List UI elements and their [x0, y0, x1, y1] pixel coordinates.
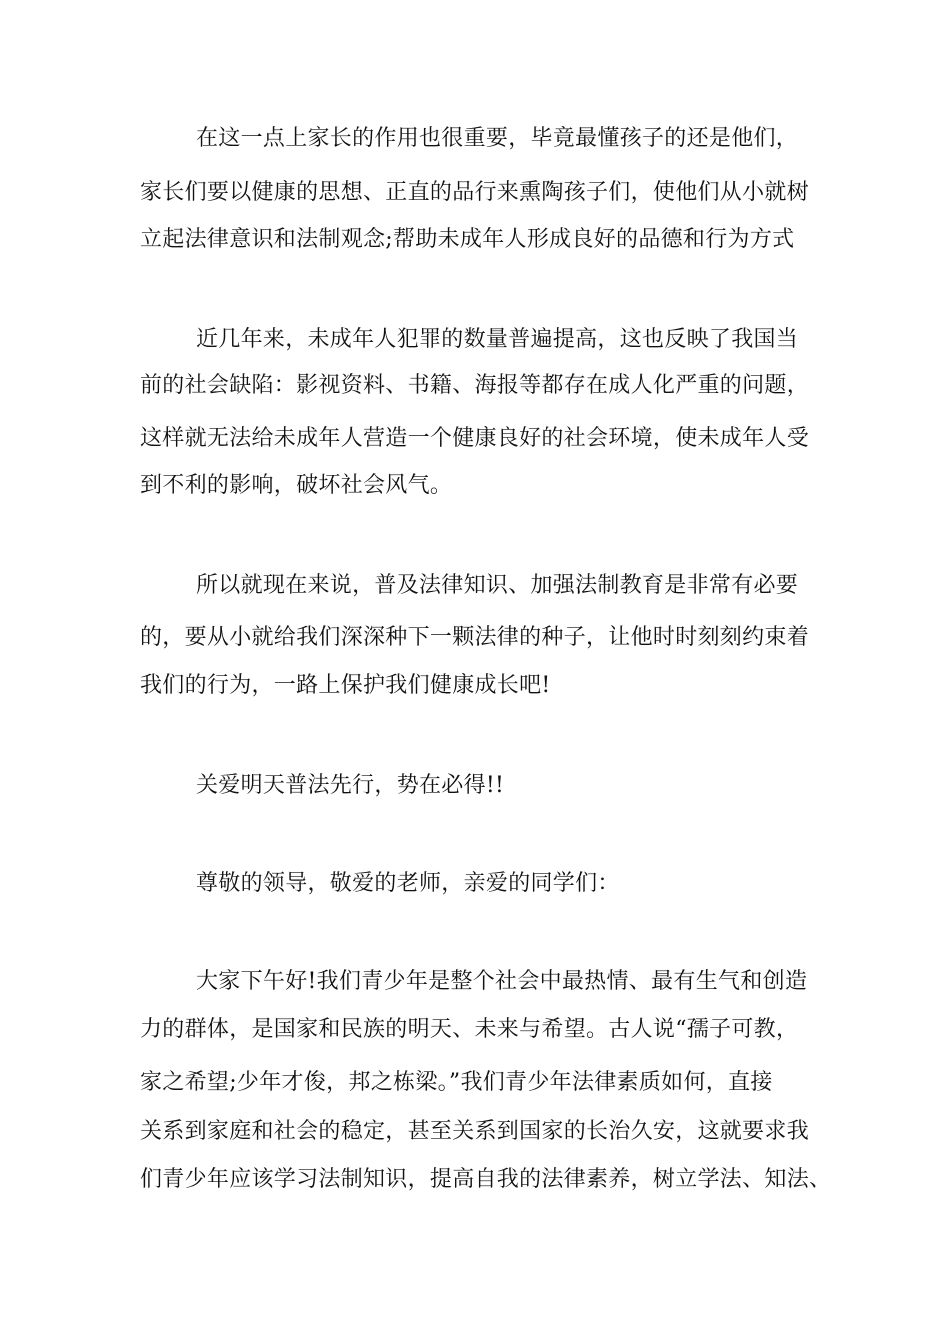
- paragraph-1-line-2: 家长们要以健康的思想、正直的品行来熏陶孩子们，使他们从小就树: [140, 180, 810, 205]
- paragraph-3-line-2: 的，要从小就给我们深深种下一颗法律的种子，让他时时刻刻约束着: [140, 625, 810, 650]
- salutation-line: 尊敬的领导，敬爱的老师，亲爱的同学们：: [196, 871, 620, 896]
- paragraph-2-line-2: 前的社会缺陷：影视资料、书籍、海报等都存在成人化严重的问题，: [140, 373, 810, 398]
- paragraph-2-line-4: 到不利的影响，破坏社会风气。: [140, 473, 453, 498]
- paragraph-1-line-3: 立起法律意识和法制观念;帮助未成年人形成良好的品德和行为方式: [140, 227, 795, 252]
- paragraph-6-line-5: 们青少年应该学习法制知识，提高自我的法律素养，树立学法、知法、: [140, 1167, 832, 1192]
- paragraph-1-line-1: 在这一点上家长的作用也很重要，毕竟最懂孩子的还是他们，: [196, 126, 799, 151]
- paragraph-6-line-3: 家之希望;少年才俊，邦之栋梁。”我们青少年法律素质如何，直接: [140, 1070, 773, 1095]
- paragraph-2-line-1: 近几年来，未成年人犯罪的数量普遍提高，这也反映了我国当: [196, 327, 799, 352]
- paragraph-4-line-1: 关爱明天普法先行，势在必得!!: [196, 773, 505, 798]
- paragraph-3-line-3: 我们的行为，一路上保护我们健康成长吧!: [140, 673, 551, 698]
- paragraph-6-line-2: 力的群体，是国家和民族的明天、未来与希望。古人说“孺子可教，: [140, 1017, 799, 1042]
- paragraph-2-line-3: 这样就无法给未成年人营造一个健康良好的社会环境，使未成年人受: [140, 426, 810, 451]
- paragraph-6-line-4: 关系到家庭和社会的稳定，甚至关系到国家的长治久安，这就要求我: [140, 1119, 810, 1144]
- paragraph-6-line-1: 大家下午好!我们青少年是整个社会中最热情、最有生气和创造: [196, 969, 808, 994]
- paragraph-3-line-1: 所以就现在来说，普及法律知识、加强法制教育是非常有必要: [196, 573, 799, 598]
